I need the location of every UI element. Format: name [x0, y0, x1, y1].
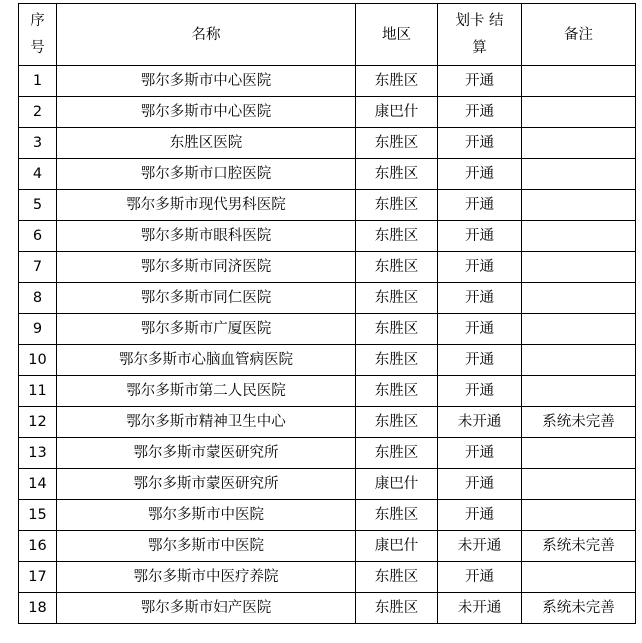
table-row [19, 407, 636, 438]
settlement-status-cell: 开通 [438, 159, 522, 190]
remark-cell [522, 314, 636, 345]
region-cell: 东胜区 [356, 221, 438, 252]
row-number-cell: 2 [19, 97, 57, 128]
settlement-status-cell: 开通 [438, 128, 522, 159]
settlement-status-cell: 开通 [438, 376, 522, 407]
table-row [19, 252, 636, 283]
table-header [19, 4, 636, 66]
hospital-name-cell: 鄂尔多斯市中医院 [57, 500, 356, 531]
settlement-status-cell: 开通 [438, 562, 522, 593]
row-number-cell: 14 [19, 469, 57, 500]
table-row [19, 97, 636, 128]
region-cell: 东胜区 [356, 66, 438, 97]
table-row [19, 469, 636, 500]
row-number-cell: 1 [19, 66, 57, 97]
table-row [19, 562, 636, 593]
hospital-name-cell: 鄂尔多斯市蒙医研究所 [57, 469, 356, 500]
remark-cell: 系统未完善 [522, 531, 636, 562]
region-cell: 东胜区 [356, 500, 438, 531]
row-number-cell: 7 [19, 252, 57, 283]
remark-cell [522, 469, 636, 500]
region-cell: 东胜区 [356, 190, 438, 221]
header-index-line-1: 序 [30, 12, 45, 29]
header-region: 地区 [356, 4, 438, 66]
row-number-cell: 13 [19, 438, 57, 469]
hospital-name-cell: 鄂尔多斯市同济医院 [57, 252, 356, 283]
hospital-name-cell: 鄂尔多斯市蒙医研究所 [57, 438, 356, 469]
table-row [19, 190, 636, 221]
hospital-name-cell: 鄂尔多斯市中心医院 [57, 97, 356, 128]
settlement-status-cell: 开通 [438, 500, 522, 531]
row-number-cell: 16 [19, 531, 57, 562]
region-cell: 东胜区 [356, 376, 438, 407]
remark-cell [522, 345, 636, 376]
region-cell: 康巴什 [356, 97, 438, 128]
hospital-name-cell: 鄂尔多斯市同仁医院 [57, 283, 356, 314]
region-cell: 东胜区 [356, 562, 438, 593]
hospital-name-cell: 鄂尔多斯市广厦医院 [57, 314, 356, 345]
header-remark: 备注 [522, 4, 636, 66]
region-cell: 东胜区 [356, 593, 438, 624]
region-cell: 康巴什 [356, 531, 438, 562]
table-row [19, 531, 636, 562]
row-number-cell: 6 [19, 221, 57, 252]
remark-cell [522, 128, 636, 159]
remark-cell: 系统未完善 [522, 407, 636, 438]
table-row [19, 376, 636, 407]
settlement-status-cell: 开通 [438, 283, 522, 314]
row-number-cell: 18 [19, 593, 57, 624]
region-cell: 东胜区 [356, 128, 438, 159]
hospital-name-cell: 鄂尔多斯市妇产医院 [57, 593, 356, 624]
header-settlement-line-2: 算 [472, 39, 487, 56]
remark-cell [522, 252, 636, 283]
settlement-status-cell: 开通 [438, 345, 522, 376]
hospital-name-cell: 鄂尔多斯市眼科医院 [57, 221, 356, 252]
settlement-status-cell: 未开通 [438, 593, 522, 624]
hospital-name-cell: 鄂尔多斯市第二人民医院 [57, 376, 356, 407]
row-number-cell: 9 [19, 314, 57, 345]
region-cell: 东胜区 [356, 345, 438, 376]
header-name: 名称 [57, 4, 356, 66]
region-cell: 康巴什 [356, 469, 438, 500]
table-row [19, 283, 636, 314]
row-number-cell: 15 [19, 500, 57, 531]
row-number-cell: 3 [19, 128, 57, 159]
settlement-status-cell: 开通 [438, 190, 522, 221]
hospital-settlement-table [18, 3, 636, 624]
region-cell: 东胜区 [356, 438, 438, 469]
hospital-name-cell: 鄂尔多斯市中心医院 [57, 66, 356, 97]
header-settlement [438, 4, 522, 66]
region-cell: 东胜区 [356, 159, 438, 190]
remark-cell [522, 66, 636, 97]
settlement-status-cell: 开通 [438, 66, 522, 97]
header-row [19, 4, 636, 66]
row-number-cell: 8 [19, 283, 57, 314]
table-row [19, 345, 636, 376]
remark-cell [522, 500, 636, 531]
settlement-status-cell: 开通 [438, 438, 522, 469]
table-body [19, 66, 636, 624]
remark-cell: 系统未完善 [522, 593, 636, 624]
hospital-name-cell: 东胜区医院 [57, 128, 356, 159]
remark-cell [522, 438, 636, 469]
remark-cell [522, 159, 636, 190]
row-number-cell: 11 [19, 376, 57, 407]
remark-cell [522, 376, 636, 407]
region-cell: 东胜区 [356, 407, 438, 438]
row-number-cell: 4 [19, 159, 57, 190]
settlement-status-cell: 开通 [438, 97, 522, 128]
table-row [19, 314, 636, 345]
settlement-status-cell: 开通 [438, 252, 522, 283]
remark-cell [522, 562, 636, 593]
header-settlement-line-1: 划卡 结 [455, 12, 504, 29]
row-number-cell: 5 [19, 190, 57, 221]
table-row [19, 593, 636, 624]
hospital-name-cell: 鄂尔多斯市精神卫生中心 [57, 407, 356, 438]
header-index-line-2: 号 [30, 39, 45, 56]
region-cell: 东胜区 [356, 314, 438, 345]
header-index [19, 4, 57, 66]
settlement-status-cell: 未开通 [438, 407, 522, 438]
hospital-name-cell: 鄂尔多斯市现代男科医院 [57, 190, 356, 221]
table-row [19, 159, 636, 190]
table-row [19, 438, 636, 469]
settlement-status-cell: 开通 [438, 469, 522, 500]
remark-cell [522, 97, 636, 128]
region-cell: 东胜区 [356, 252, 438, 283]
table-row [19, 128, 636, 159]
hospital-name-cell: 鄂尔多斯市中医疗养院 [57, 562, 356, 593]
remark-cell [522, 190, 636, 221]
settlement-status-cell: 开通 [438, 221, 522, 252]
table-row [19, 500, 636, 531]
table-row [19, 221, 636, 252]
row-number-cell: 10 [19, 345, 57, 376]
table-row [19, 66, 636, 97]
row-number-cell: 17 [19, 562, 57, 593]
hospital-name-cell: 鄂尔多斯市心脑血管病医院 [57, 345, 356, 376]
row-number-cell: 12 [19, 407, 57, 438]
remark-cell [522, 283, 636, 314]
region-cell: 东胜区 [356, 283, 438, 314]
settlement-status-cell: 未开通 [438, 531, 522, 562]
hospital-name-cell: 鄂尔多斯市口腔医院 [57, 159, 356, 190]
remark-cell [522, 221, 636, 252]
settlement-status-cell: 开通 [438, 314, 522, 345]
hospital-name-cell: 鄂尔多斯市中医院 [57, 531, 356, 562]
